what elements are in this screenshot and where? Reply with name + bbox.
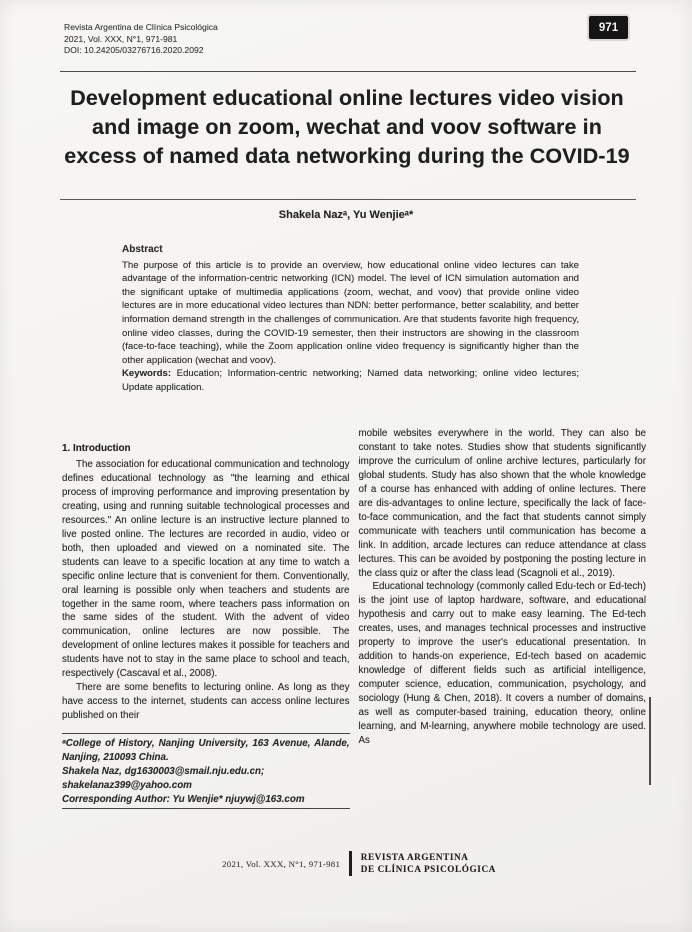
footnote-block [62,733,350,809]
body-paragraph: The association for educational communication and technology defines educational technology as "the learning and ethical process of improving performance and improving presentation by creating, using and running suitable technological processes and resources." An online lecture is an instructive lecture planned to live posted online. The lectures are recorded in audio, video or both, then uploaded and viewed on a nominated site. The students can leave to a specific location at any time to watch a specific online lecture that is convenient for them. Conventionally, oral learning is possible only when teachers and students are together in the same room, where teachers pass information on the same sides of the student. With the advent of video communication, online lectures are now possible. The development of online lectures makes it possible for teachers and students have not to stay in the same place to school and teach, respectively (Cascaval et al., 2008). [62,459,350,680]
page-number-badge: 971 [589,16,628,39]
right-column [359,427,647,809]
footnote-corresponding-author: Corresponding Author: Yu Wenjie* njuywj@163.com [62,793,350,809]
abstract-heading: Abstract [122,244,163,255]
abstract-text [122,259,579,368]
body-paragraph: Educational technology (commonly called Edu-tech or Ed-tech) is the joint use of laptop hardware, software, and educational hypothesis and carry out to make easy learning. The Ed-tech creates, uses, and manages technical processes and instructive property to improve the user's educational presentation. In addition to hands-on experience, Ed-tech based on academic knowledge of different fields such as artificial intelligence, computer science, education, communication, psychology, and sociology (Hung & Chen, 2018). It covers a number of domains, as well as computer-based training, education theory, online learning, and M-learning, anywhere mobile technology are used. As [358,581,646,746]
left-column [62,427,350,809]
journal-issue: 2021, Vol. XXX, N°1, 971-981 [64,33,178,44]
author-line: Shakela Nazᵃ, Yu Wenjieᵃ* [278,209,414,221]
abstract-block [122,243,579,395]
journal-name: Revista Argentina de Clínica Psicológica [64,22,218,32]
two-column-body [62,427,646,809]
keywords-text: Education; Information-centric networking; Named data networking; online video lectures; Update application. [122,368,579,393]
footnote-email-secondary: shakelanaz399@yahoo.com [62,779,192,791]
keywords-label: Keywords: [122,368,172,380]
page-footer [0,851,692,876]
body-paragraph: There are some benefits to lecturing online. As long as they have access to the internet, students can access online lectures published on their [62,682,350,722]
journal-doi: DOI: 10.24205/03276716.2020.2092 [64,45,204,55]
footer-journal-line1: REVISTA ARGENTINA [360,851,469,862]
footnote-affiliation: ᵃCollege of History, Nanjing University, 163 Avenue, Alande, Nanjing, 210093 China. [62,738,350,764]
article-title: Development educational online lectures video vision and image on zoom, wechat and voov software in excess of named data networking during the COVID-19 [64,86,630,168]
journal-header [64,22,218,57]
title-divider [60,199,636,200]
footer-journal-line2: DE CLÍNICA PSICOLÓGICA [360,863,496,874]
keywords-line [122,367,579,394]
section-heading-introduction: 1. Introduction [62,443,131,454]
body-paragraph: mobile websites everywhere in the world. They can also be constant to take notes. Studies show that students significantly improve the curriculum of online archive lectures, particularly for global students. Study has also shown that the whole knowledge of a course has enhanced with adding of online lectures. There are dis-advantages to online lecture, specifically the lack of face-to-face communication, and the fact that students cannot simply communicate with teachers until communication has become a link. In addition, arcade lectures can reduce attendance at class lectures. This can be avoided by postponing the posting lecture in the class quiz or after the class lead (Scagnoli et al., 2019). [358,428,646,579]
abstract-body: The purpose of this article is to provide an overview, how educational online video lectures can take advantage of the information-centric networking (ICN) model. The level of ICN simulation automation and the significant uptake of multimedia applications (zoom, wechat, and voov) that provide online video lectures are in more educational video lectures than NDN: better performance, better scalability, and better information demand strength in the challenges of communication. Are that students favorite high frequency, online video classes, during the COVID-19 semester, then their instructors are showing in the classroom (face-to-face teaching), while the Zoom application online video frequency is significantly higher than the other application (wechat and voov). [122,259,579,366]
header-divider [60,71,636,72]
footer-divider-bar [349,851,352,876]
footer-journal-name [361,852,496,875]
scan-artifact-line [649,697,651,785]
footnote-email-primary: Shakela Naz, dg1630003@smail.nju.edu.cn; [62,766,265,778]
footer-issue-text: 2021, Vol. XXX, N°1, 971-981 [222,858,341,869]
